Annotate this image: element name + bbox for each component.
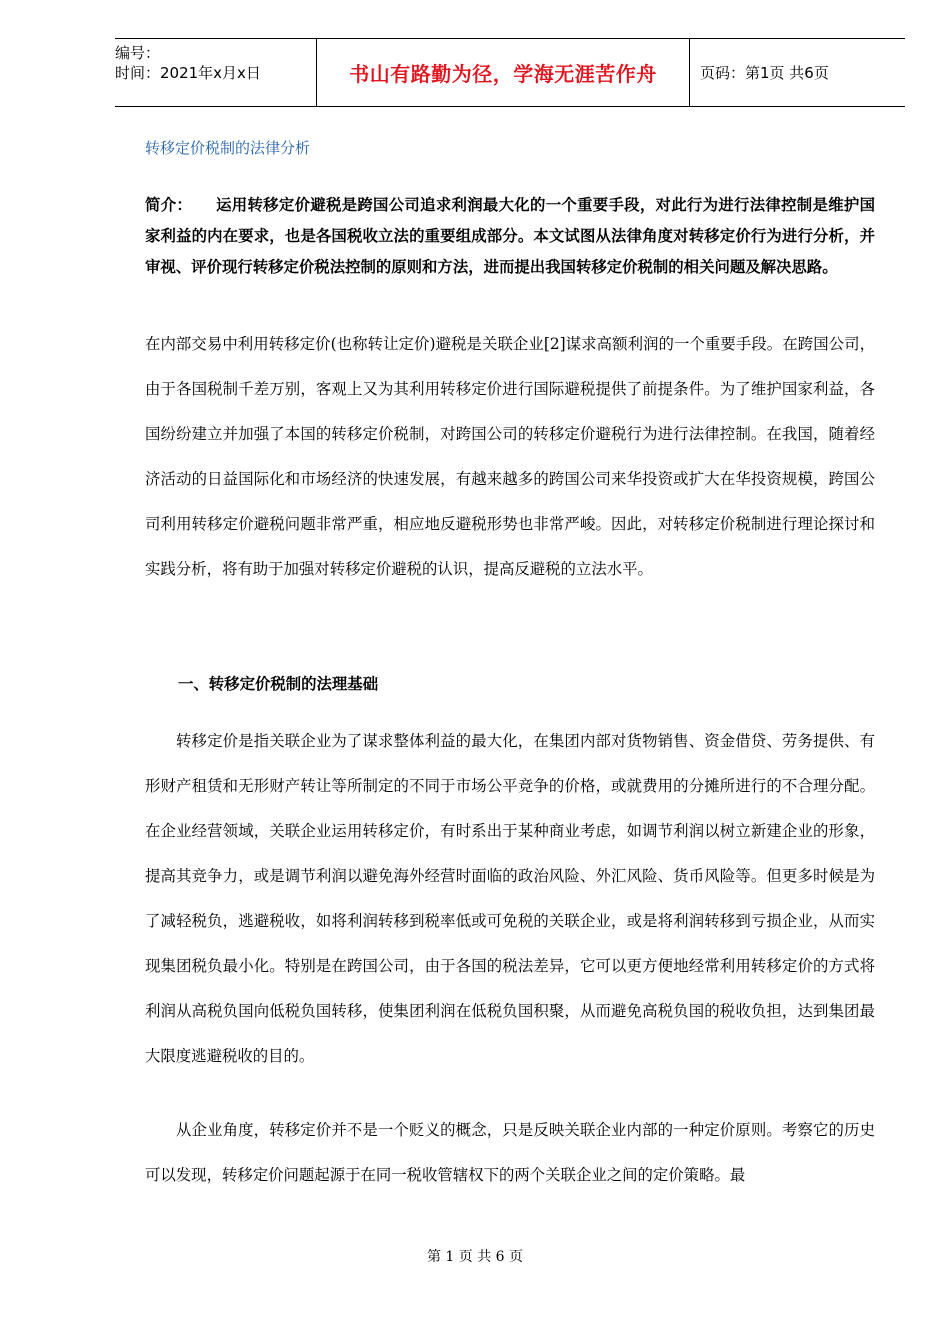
abstract-text: 运用转移定价避税是跨国公司追求利润最大化的一个重要手段，对此行为进行法律控制是维护国家利益的内在要求，也是各国税收立法的重要组成部分。本文试图从法律角度对转移定价行为进行分析，并审视、评价现行转移定价税法控制的原则和方法，进而提出我国转移定价税制的相关问题及解决思路。 bbox=[145, 196, 875, 276]
abstract-label: 简介： bbox=[145, 196, 193, 214]
section-heading: 一、转移定价税制的法理基础 bbox=[178, 675, 379, 693]
page-footer: 第 1 页 共 6 页 bbox=[426, 1249, 524, 1265]
paragraph-history: 从企业角度，转移定价并不是一个贬义的概念，只是反映关联企业内部的一种定价原则。考察它的历史可以发现，转移定价问题起源于在同一税收管辖权下的两个关联企业之间的定价策略。最 bbox=[145, 1121, 875, 1184]
page-header bbox=[115, 38, 905, 107]
serial-number-label: 编号： bbox=[115, 44, 161, 62]
header-page-cell bbox=[690, 39, 905, 106]
document-title: 转移定价税制的法律分析 bbox=[145, 139, 311, 157]
header-page-info: 页码：第1页 共6页 bbox=[700, 64, 829, 82]
header-meta bbox=[115, 39, 316, 106]
abstract bbox=[145, 190, 875, 283]
header-motto: 书山有路勤为径，学海无涯苦作舟 bbox=[349, 62, 657, 86]
paragraph-definition: 转移定价是指关联企业为了谋求整体利益的最大化，在集团内部对货物销售、资金借贷、劳务提供、有形财产租赁和无形财产转让等所制定的不同于市场公平竞争的价格，或就费用的分摊所进行的不合理分配。在企业经营领域，关联企业运用转移定价，有时系出于某种商业考虑，如调节利润以树立新建企业的形象，提高其竞争力，或是调节利润以避免海外经营时面临的政治风险、外汇风险、货币风险等。但更多时候是为了减轻税负，逃避税收，如将利润转移到税率低或可免税的关联企业，或是将利润转移到亏损企业，从而实现集团税负最小化。特别是在跨国公司，由于各国的税法差异，它可以更方便地经常利用转移定价的方式将利润从高税负国向低税负国转移，使集团利润在低税负国积聚，从而避免高税负国的税收负担，达到集团最大限度逃避税收的目的。 bbox=[145, 732, 875, 1065]
paragraph-intro: 在内部交易中利用转移定价(也称转让定价)避税是关联企业[2]谋求高额利润的一个重要手段。在跨国公司，由于各国税制千差万别，客观上又为其利用转移定价进行国际避税提供了前提条件。为了维护国家利益，各国纷纷建立并加强了本国的转移定价税制，对跨国公司的转移定价避税行为进行法律控制。在我国，随着经济活动的日益国际化和市场经济的快速发展，有越来越多的跨国公司来华投资或扩大在华投资规模，跨国公司利用转移定价避税问题非常严重，相应地反避税形势也非常严峻。因此，对转移定价税制进行理论探讨和实践分析，将有助于加强对转移定价避税的认识，提高反避税的立法水平。 bbox=[145, 335, 875, 578]
header-motto-cell bbox=[316, 39, 690, 106]
date-label: 时间：2021年x月x日 bbox=[115, 64, 261, 82]
